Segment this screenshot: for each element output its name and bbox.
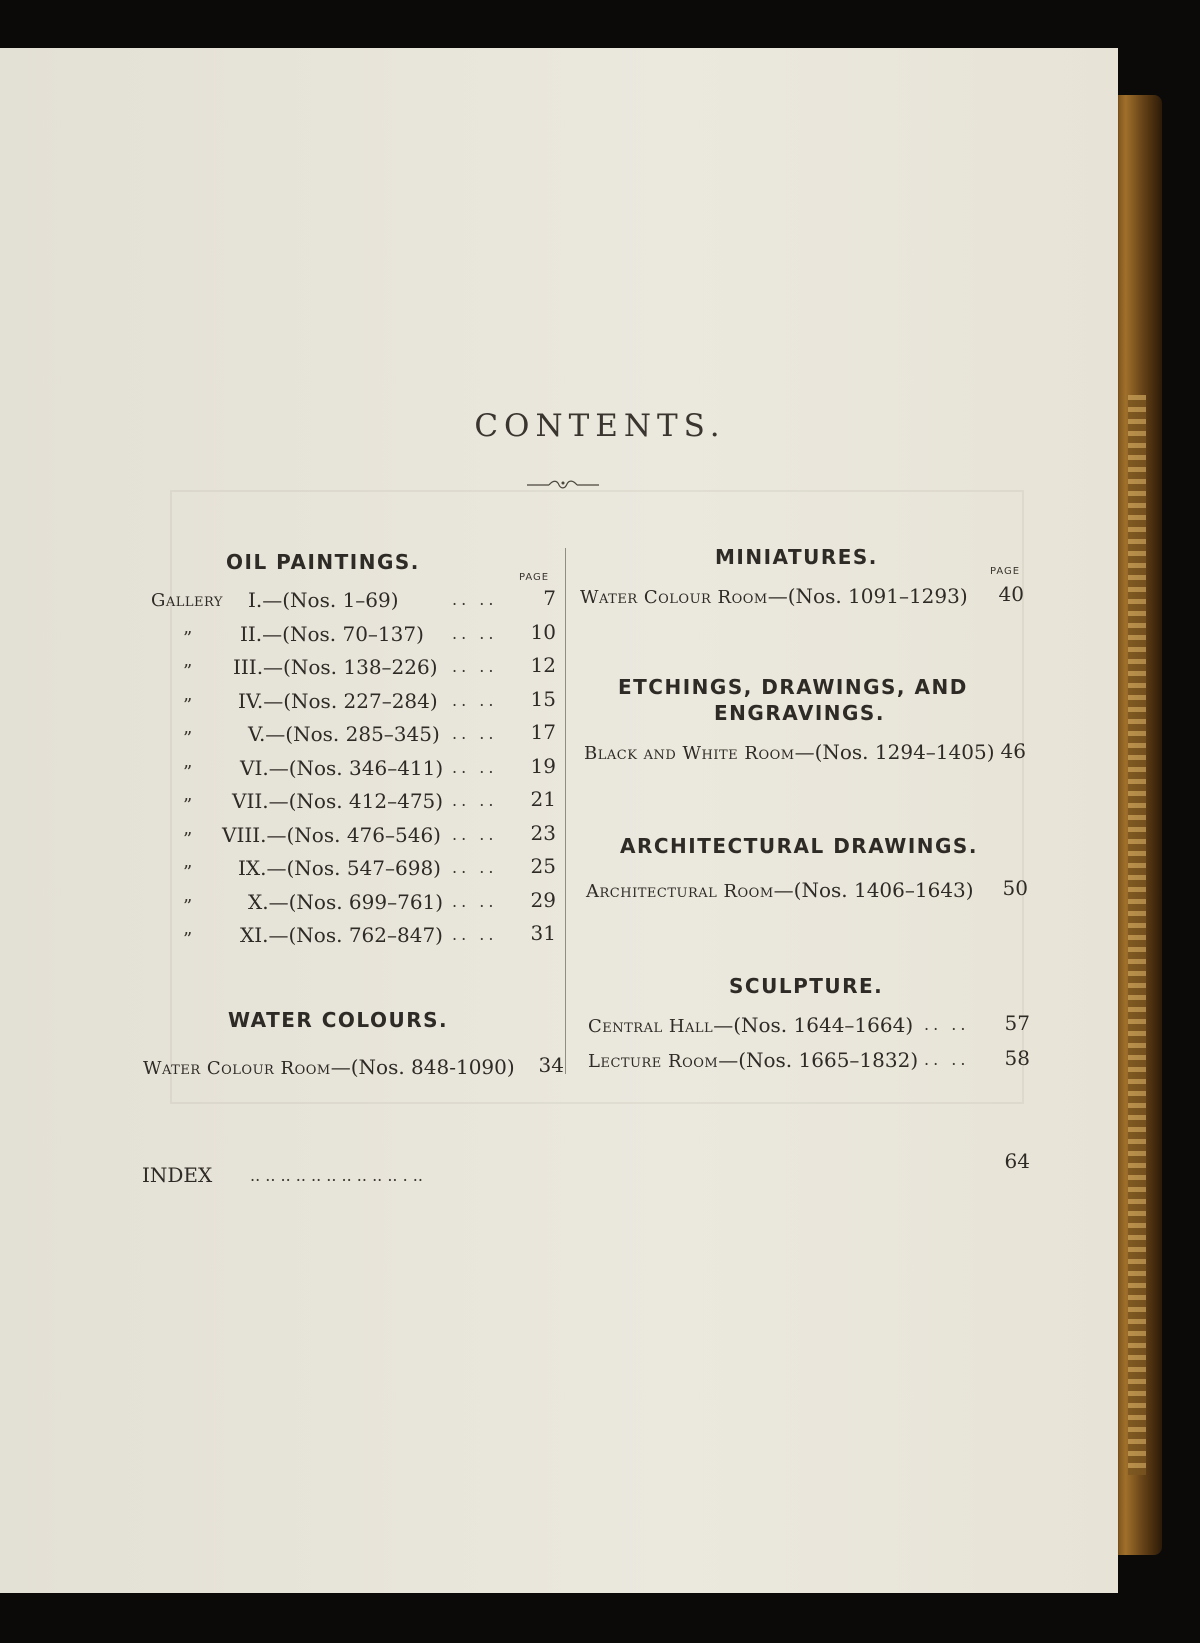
room-name: Central Hall	[588, 1016, 714, 1037]
nos-range: —(Nos. 1665–1832)	[718, 1048, 919, 1072]
page-column-label-right: PAGE	[990, 566, 1021, 577]
gallery-range: VI.—(Nos. 346–411)	[240, 755, 444, 780]
leader-dots: .. ..	[452, 657, 498, 676]
nos-range: —(Nos. 1294–1405)	[794, 740, 995, 764]
miniatures-heading: MINIATURES.	[715, 545, 878, 569]
index-leader-dots: .. .. .. .. .. .. .. .. .. .. . ..	[250, 1166, 423, 1185]
index-label[interactable]: INDEX	[142, 1163, 213, 1187]
page-title: CONTENTS.	[474, 408, 726, 444]
architectural-heading: ARCHITECTURAL DRAWINGS.	[620, 834, 978, 858]
page-number: 21	[530, 787, 556, 811]
nos-range: —(Nos. 1091–1293)	[767, 584, 968, 608]
index-page-number: 64	[1004, 1149, 1030, 1173]
gallery-prefix: Gallery	[151, 590, 223, 611]
page-number: 10	[530, 619, 556, 644]
water-colours-entry[interactable]	[143, 1055, 515, 1079]
room-name: Lecture Room	[588, 1051, 719, 1072]
ditto-mark: ”	[183, 828, 193, 850]
leader-dots: .. ..	[452, 590, 498, 609]
gallery-range: IX.—(Nos. 547–698)	[238, 856, 441, 880]
ditto-mark: ”	[183, 728, 193, 749]
page-number: 50	[1002, 876, 1028, 900]
ditto-mark: ”	[183, 761, 193, 783]
sculpture-heading: SCULPTURE.	[729, 974, 884, 998]
leader-dots: .. ..	[452, 891, 498, 911]
page-number: 12	[530, 653, 556, 677]
page-number: 7	[543, 586, 556, 610]
sculpture-entry-lecture-room[interactable]	[588, 1048, 918, 1072]
column-divider	[565, 548, 566, 1074]
page-number: 46	[1000, 739, 1026, 763]
gallery-range: X.—(Nos. 699–761)	[248, 889, 444, 914]
page-number: 25	[530, 854, 556, 878]
gallery-range: V.—(Nos. 285–345)	[248, 722, 440, 746]
room-name: Architectural Room	[586, 881, 774, 902]
oil-paintings-heading: OIL PAINTINGS.	[226, 550, 420, 574]
page-number: 58	[1004, 1046, 1030, 1070]
ditto-mark: ”	[183, 694, 193, 716]
etchings-heading-line2: ENGRAVINGS.	[714, 701, 885, 725]
nos-range: —(Nos. 1644–1664)	[713, 1013, 914, 1037]
ditto-mark: ”	[183, 795, 193, 816]
gallery-range: XI.—(Nos. 762–847)	[240, 923, 443, 947]
ditto-mark: ”	[183, 862, 193, 883]
etchings-entry[interactable]	[584, 740, 995, 764]
miniatures-entry[interactable]	[580, 584, 968, 608]
ditto-mark: ”	[183, 627, 193, 649]
spine-decoration	[1128, 395, 1146, 1475]
sculpture-entry-central-hall[interactable]	[588, 1013, 913, 1037]
leader-dots: .. ..	[924, 1015, 970, 1034]
leader-dots: .. ..	[924, 1050, 970, 1069]
leader-dots: .. ..	[452, 858, 498, 877]
room-name: Black and White Room	[584, 743, 795, 764]
ditto-mark: ”	[183, 929, 193, 950]
gallery-range: I.—(Nos. 1–69)	[248, 588, 399, 612]
page-column-label-left: PAGE	[519, 572, 550, 583]
page-number: 15	[530, 686, 556, 711]
leader-dots: .. ..	[452, 925, 498, 944]
leader-dots: .. ..	[452, 757, 498, 777]
ornament-icon	[525, 477, 601, 491]
page-number: 34	[538, 1053, 564, 1077]
water-colours-heading: WATER COLOURS.	[228, 1008, 449, 1032]
page-number: 17	[530, 720, 556, 744]
gallery-range: VII.—(Nos. 412–475)	[232, 789, 444, 813]
gallery-range: VIII.—(Nos. 476–546)	[222, 822, 441, 847]
page-number: 23	[530, 820, 556, 845]
gallery-range: III.—(Nos. 138–226)	[233, 655, 438, 679]
page-number: 57	[1004, 1011, 1030, 1035]
nos-range: —(Nos. 1406–1643)	[773, 878, 974, 902]
leader-dots: .. ..	[452, 791, 498, 810]
page-number: 40	[998, 582, 1024, 606]
room-name: Water Colour Room	[580, 587, 768, 608]
leader-dots: .. ..	[452, 724, 498, 743]
leader-dots: .. ..	[452, 623, 498, 643]
gallery-range: IV.—(Nos. 227–284)	[238, 688, 438, 713]
leader-dots: .. ..	[452, 824, 498, 844]
architectural-entry[interactable]	[586, 878, 974, 902]
leader-dots: .. ..	[452, 690, 498, 710]
ditto-mark: ”	[183, 661, 193, 682]
page-number: 29	[530, 887, 556, 912]
page-number: 31	[530, 921, 556, 945]
room-name: Water Colour Room	[143, 1058, 331, 1079]
ditto-mark: ”	[183, 895, 193, 917]
gallery-range: II.—(Nos. 70–137)	[240, 621, 424, 646]
page-number: 19	[530, 753, 556, 778]
nos-range: —(Nos. 848-1090)	[330, 1055, 515, 1079]
etchings-heading-line1: ETCHINGS, DRAWINGS, AND	[618, 675, 968, 699]
